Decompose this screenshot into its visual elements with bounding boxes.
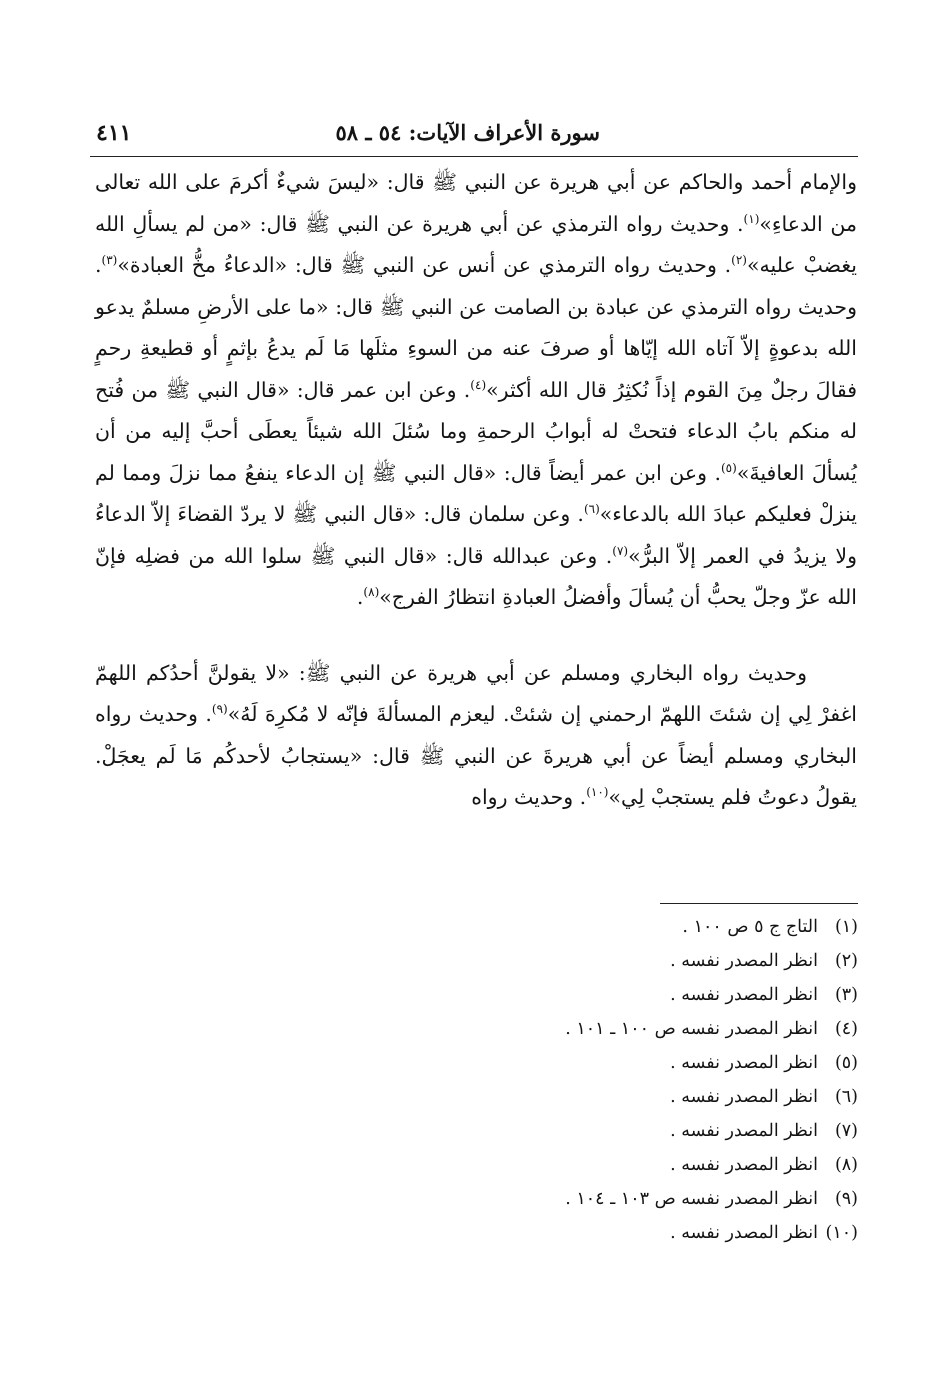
footnote-ref: (٤) bbox=[470, 377, 487, 392]
footnote-number: (١) bbox=[834, 917, 858, 937]
text-segment: . bbox=[356, 585, 364, 609]
footnote-number: (٣) bbox=[834, 985, 858, 1005]
footnote-text: انظر المصدر نفسه ص ١٠٣ ـ ١٠٤ . bbox=[565, 1189, 818, 1209]
footnote-number: (٧) bbox=[834, 1121, 858, 1141]
footnote-item bbox=[380, 1216, 858, 1250]
footnote-item bbox=[380, 910, 858, 944]
footnote-item bbox=[380, 1012, 858, 1046]
footnote-text: انظر المصدر نفسه . bbox=[670, 951, 818, 971]
text-segment: . وعن سلمان قال: «قال النبي ﷺ لا يردّ القضاءَ إلاّ الدعاءُ ولا يزيدُ في العمر إلاّ البرُّ» bbox=[95, 502, 857, 568]
footnote-number: (٦) bbox=[834, 1087, 858, 1107]
header-title: سورة الأعراف الآيات: ٥٤ ـ ٥٨ bbox=[335, 120, 600, 145]
footnote-ref: (٩) bbox=[211, 702, 228, 717]
text-segment: . وحديث رواه الترمذي عن أبي هريرة عن النبي ﷺ قال: «من لم يسألِ الله يغضبْ عليه» bbox=[95, 211, 857, 277]
footnote-rule bbox=[660, 903, 858, 904]
text-segment: . وعن ابن عمر قال: «قال النبي ﷺ من فُتح له منكم بابُ الدعاء فتحتْ له أبوابُ الرحمةِ وما سُئلَ الله شيئاً يعطَى أحبَّ إليه من أن يُسألَ العافيةَ» bbox=[95, 377, 857, 485]
footnote-ref: (٧) bbox=[612, 543, 629, 558]
footnote-item bbox=[380, 1148, 858, 1182]
paragraph-2 bbox=[95, 653, 857, 819]
footnote-ref: (٣) bbox=[101, 253, 118, 268]
footnote-text: انظر المصدر نفسه ص ١٠٠ ـ ١٠١ . bbox=[565, 1019, 818, 1039]
footnote-ref: (٨) bbox=[363, 585, 380, 600]
footnote-ref: (٥) bbox=[720, 460, 737, 475]
footnote-number: (٢) bbox=[834, 951, 858, 971]
footnote-item bbox=[380, 978, 858, 1012]
footnote-number: (٥) bbox=[834, 1053, 858, 1073]
footnote-number: (١٠) bbox=[825, 1223, 858, 1243]
footnote-text: انظر المصدر نفسه . bbox=[670, 1121, 818, 1141]
running-header bbox=[90, 118, 860, 156]
page-number: ٤١١ bbox=[96, 120, 132, 146]
footnote-number: (٤) bbox=[834, 1019, 858, 1039]
footnote-item bbox=[380, 1046, 858, 1080]
text-segment: . وحديث رواه البخاري ومسلم أيضاً عن أبي هريرةَ عن النبي ﷺ قال: «يستجابُ لأحدكُم مَا لَم يعجَلْ. يقولُ دعوتُ فلم يستجبْ لِي» bbox=[95, 702, 857, 809]
footnote-text: انظر المصدر نفسه . bbox=[670, 1053, 818, 1073]
footnote-ref: (٦) bbox=[583, 502, 600, 517]
footnote-ref: (١) bbox=[743, 211, 760, 226]
footnote-item bbox=[380, 1182, 858, 1216]
header-rule bbox=[90, 156, 858, 157]
footnote-ref: (١٠) bbox=[586, 785, 609, 800]
text-segment: . وعن ابن عمر أيضاً قال: «قال النبي ﷺ إن الدعاء ينفعُ مما نزلَ ومما لم ينزلْ فعليكم عبادَ الله بالدعاء» bbox=[95, 460, 858, 526]
footnote-text: انظر المصدر نفسه . bbox=[670, 1155, 818, 1175]
footnotes-list bbox=[380, 910, 858, 1250]
text-segment: . وعن عبدالله قال: «قال النبي ﷺ سلوا الله من فضلِه فإنّ الله عزّ وجلّ يحبُّ أن يُسألَ وأفضلُ العبادةِ انتظارُ الفرج» bbox=[95, 543, 857, 609]
text-segment: والإمام أحمد والحاكم عن أبي هريرة عن النبي ﷺ قال: «ليسَ شيءٌ أكرمَ على الله تعالى من الدعاءِ» bbox=[95, 170, 857, 236]
text-segment: . وحديث رواه الترمذي عن عبادة بن الصامت عن النبي ﷺ قال: «ما على الأرضِ مسلمٌ يدعو الله بدعوةٍ إلاّ آتاه الله إيّاها أو صرفَ عنه من السوءِ مثلَها مَا لَم يدعُ بإثمٍ أو قطيعةِ رحمٍ فقالَ رجلٌ مِنَ القوم إذاً نُكثِرُ قال الله أكثر» bbox=[95, 253, 857, 402]
footnote-item bbox=[380, 1080, 858, 1114]
footnote-item bbox=[380, 1114, 858, 1148]
text-segment: . وحديث رواه bbox=[471, 785, 587, 809]
footnote-number: (٨) bbox=[834, 1155, 858, 1175]
footnote-text: التاج ج ٥ ص ١٠٠ . bbox=[682, 917, 818, 937]
footnote-ref: (٢) bbox=[731, 253, 747, 268]
main-text bbox=[95, 162, 857, 819]
footnote-item bbox=[380, 944, 858, 978]
text-segment: وحديث رواه البخاري ومسلم عن أبي هريرة عن النبي ﷺ: «لا يقولنَّ أحدُكم اللهمّ اغفرْ لِي إن شئتَ اللهمّ ارحمني إن شئتْ. ليعزم المسألةَ فإنّه لا مُكرِهَ لَهُ» bbox=[95, 660, 857, 726]
footnote-text: انظر المصدر نفسه . bbox=[670, 1223, 818, 1243]
text-segment: . وحديث رواه الترمذي عن أنس عن النبي ﷺ قال: «الدعاءُ مخُّ العبادة» bbox=[117, 253, 732, 277]
footnote-text: انظر المصدر نفسه . bbox=[670, 1087, 818, 1107]
paragraph-1 bbox=[95, 162, 857, 619]
footnote-text: انظر المصدر نفسه . bbox=[670, 985, 818, 1005]
footnote-number: (٩) bbox=[834, 1189, 858, 1209]
